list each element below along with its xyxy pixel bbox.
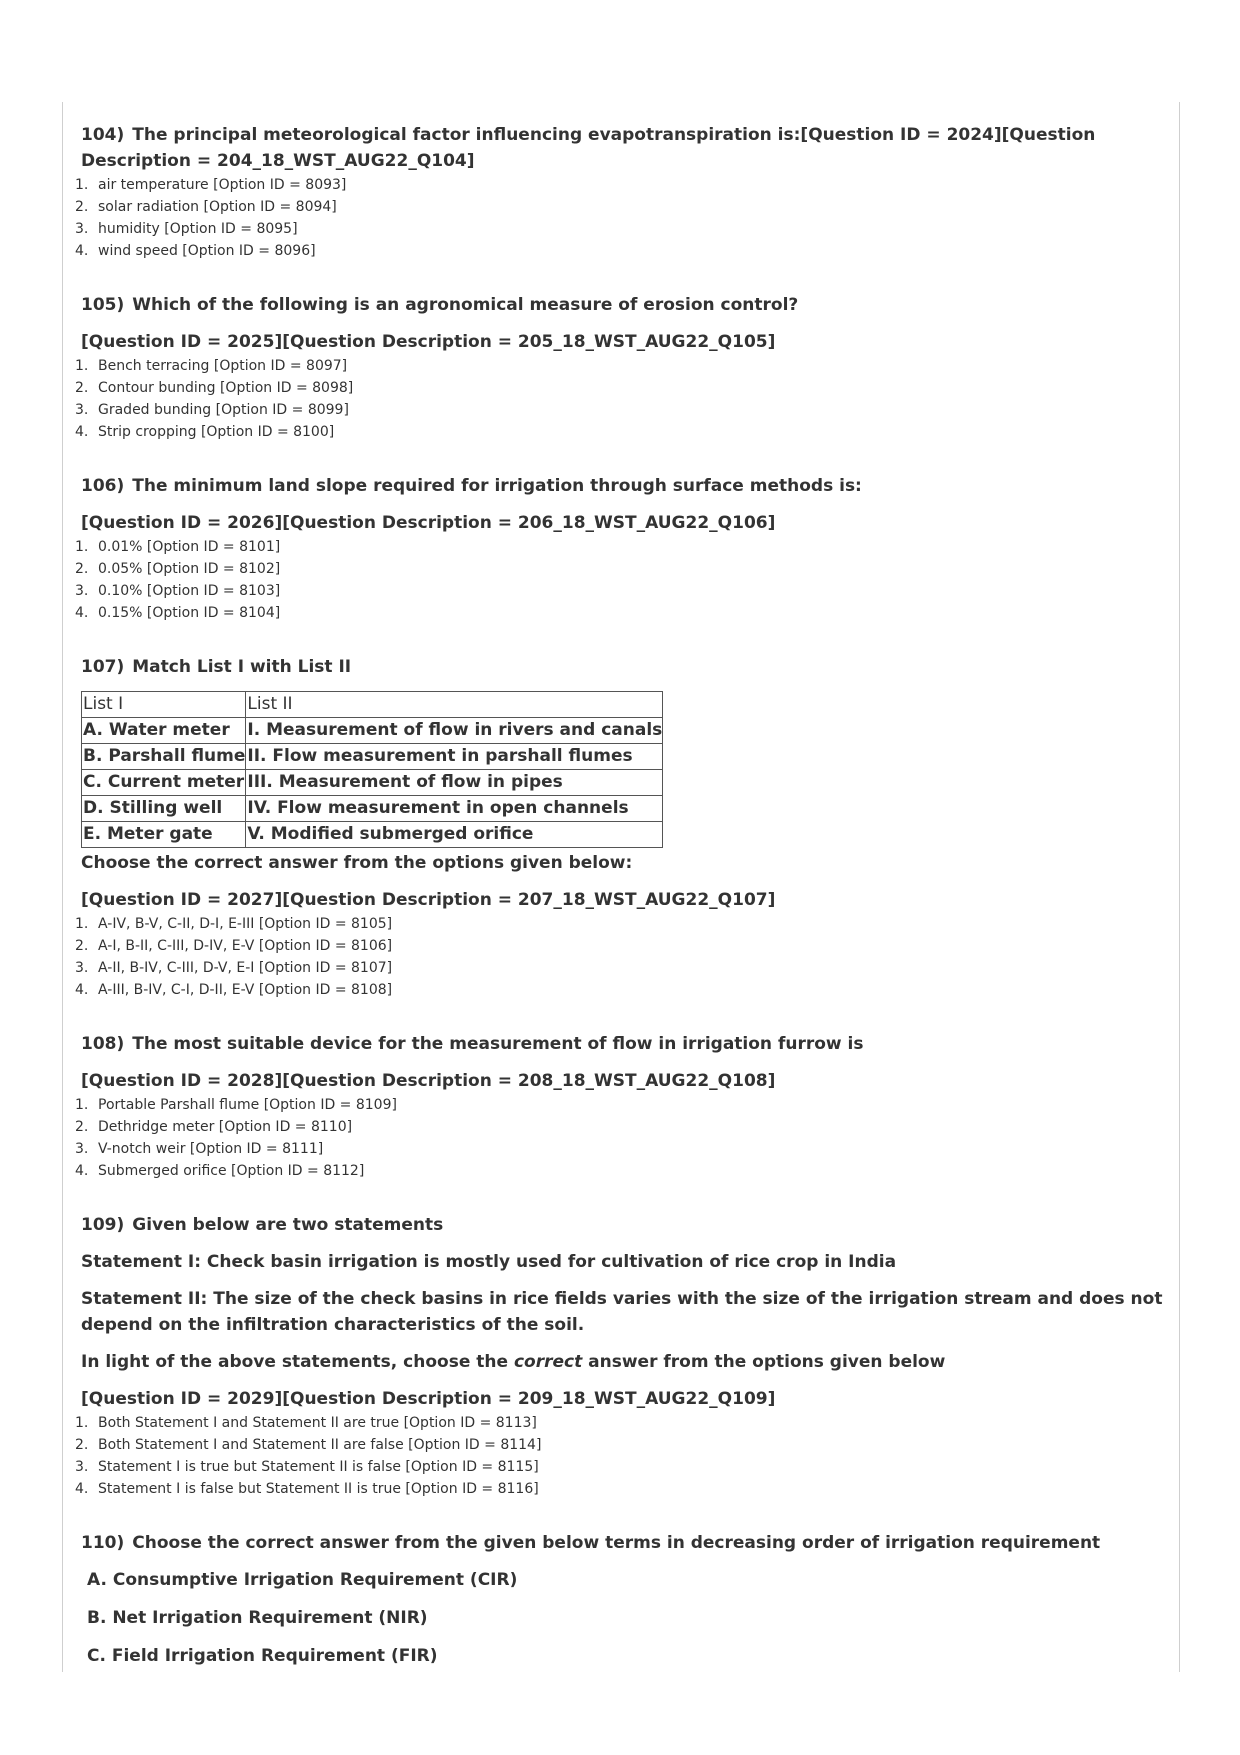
table-cell: B. Parshall flume <box>82 744 246 770</box>
table-cell: C. Current meter <box>82 770 246 796</box>
option-number: 2. <box>75 1119 89 1135</box>
option-item <box>75 1116 1171 1138</box>
table-cell: I. Measurement of flow in rivers and canals <box>246 718 663 744</box>
question-number: 107) <box>81 657 125 677</box>
question-instruction <box>81 1349 1171 1375</box>
question-109 <box>75 1212 1171 1500</box>
option-text: A-II, B-IV, C-III, D-V, E-I [Option ID = 8107] <box>98 960 393 976</box>
option-item <box>75 979 1171 1001</box>
option-item <box>75 174 1171 196</box>
option-number: 1. <box>75 539 89 555</box>
option-item <box>75 399 1171 421</box>
option-number: 3. <box>75 221 89 237</box>
option-text: Bench terracing [Option ID = 8097] <box>98 358 348 374</box>
option-text: Dethridge meter [Option ID = 8110] <box>98 1119 353 1135</box>
question-text: Choose the correct answer from the given below terms in decreasing order of irrigation requirement <box>132 1533 1101 1553</box>
question-106-text <box>81 473 1171 499</box>
option-number: 1. <box>75 358 89 374</box>
question-110-text <box>81 1530 1171 1556</box>
option-text: humidity [Option ID = 8095] <box>98 221 298 237</box>
option-number: 2. <box>75 380 89 396</box>
question-109-text <box>81 1212 1171 1238</box>
option-number: 4. <box>75 982 89 998</box>
option-text: wind speed [Option ID = 8096] <box>98 243 316 259</box>
question-106 <box>75 473 1171 624</box>
option-item <box>75 1412 1171 1434</box>
question-text: The principal meteorological factor influencing evapotranspiration is:[Question ID = 2024][Question Description = 204_18_WST_AUG22_Q104] <box>81 125 1096 171</box>
question-number: 104) <box>81 125 125 145</box>
option-number: 3. <box>75 583 89 599</box>
option-item <box>75 377 1171 399</box>
table-cell: IV. Flow measurement in open channels <box>246 796 663 822</box>
option-number: 1. <box>75 1097 89 1113</box>
question-108-text <box>81 1031 1171 1057</box>
table-row <box>82 744 663 770</box>
question-text: Given below are two statements <box>132 1215 444 1235</box>
options-list <box>75 913 1171 1001</box>
question-105-text <box>81 292 1171 318</box>
table-cell: V. Modified submerged orifice <box>246 822 663 848</box>
option-number: 3. <box>75 1459 89 1475</box>
option-number: 1. <box>75 916 89 932</box>
term-item: B. Net Irrigation Requirement (NIR) <box>87 1608 428 1628</box>
question-number: 109) <box>81 1215 125 1235</box>
option-item <box>75 196 1171 218</box>
option-text: Contour bunding [Option ID = 8098] <box>98 380 354 396</box>
question-107 <box>75 654 1171 1001</box>
option-number: 3. <box>75 960 89 976</box>
option-item <box>75 1160 1171 1182</box>
option-text: Both Statement I and Statement II are true [Option ID = 8113] <box>98 1415 537 1431</box>
option-item <box>75 536 1171 558</box>
option-number: 4. <box>75 243 89 259</box>
option-text: V-notch weir [Option ID = 8111] <box>98 1141 324 1157</box>
option-item <box>75 421 1171 443</box>
option-text: Strip cropping [Option ID = 8100] <box>98 424 335 440</box>
question-number: 110) <box>81 1533 125 1553</box>
question-number: 106) <box>81 476 125 496</box>
option-text: Both Statement I and Statement II are false [Option ID = 8114] <box>98 1437 542 1453</box>
option-item <box>75 602 1171 624</box>
match-table <box>81 691 663 848</box>
table-cell: E. Meter gate <box>82 822 246 848</box>
table-header-row <box>82 692 663 718</box>
table-cell: III. Measurement of flow in pipes <box>246 770 663 796</box>
options-list <box>75 1094 1171 1182</box>
option-item <box>75 935 1171 957</box>
term-item: C. Field Irrigation Requirement (FIR) <box>87 1646 438 1666</box>
option-text: Statement I is true but Statement II is false [Option ID = 8115] <box>98 1459 539 1475</box>
question-meta: [Question ID = 2026][Question Description = 206_18_WST_AUG22_Q106] <box>81 513 776 533</box>
option-text: Statement I is false but Statement II is true [Option ID = 8116] <box>98 1481 539 1497</box>
option-text: A-IV, B-V, C-II, D-I, E-III [Option ID = 8105] <box>98 916 393 932</box>
option-number: 4. <box>75 1481 89 1497</box>
option-text: A-I, B-II, C-III, D-IV, E-V [Option ID = 8106] <box>98 938 393 954</box>
option-number: 2. <box>75 1437 89 1453</box>
table-cell: List I <box>82 692 246 718</box>
option-item <box>75 913 1171 935</box>
question-meta: [Question ID = 2025][Question Description = 205_18_WST_AUG22_Q105] <box>81 332 776 352</box>
option-text: 0.01% [Option ID = 8101] <box>98 539 281 555</box>
option-item <box>75 558 1171 580</box>
option-item <box>75 1138 1171 1160</box>
option-text: 0.15% [Option ID = 8104] <box>98 605 281 621</box>
question-text: The most suitable device for the measurement of flow in irrigation furrow is <box>132 1034 864 1054</box>
question-meta: [Question ID = 2028][Question Description = 208_18_WST_AUG22_Q108] <box>81 1071 776 1091</box>
option-number: 1. <box>75 177 89 193</box>
option-number: 2. <box>75 199 89 215</box>
question-instruction: Choose the correct answer from the options given below: <box>81 853 633 873</box>
question-meta: [Question ID = 2029][Question Description = 209_18_WST_AUG22_Q109] <box>81 1389 776 1409</box>
table-row <box>82 770 663 796</box>
table-cell: II. Flow measurement in parshall flumes <box>246 744 663 770</box>
options-list <box>75 355 1171 443</box>
options-list <box>75 1412 1171 1500</box>
option-text: Graded bunding [Option ID = 8099] <box>98 402 349 418</box>
instruction-text: In light of the above statements, choose the <box>81 1352 514 1372</box>
option-text: A-III, B-IV, C-I, D-II, E-V [Option ID = 8108] <box>98 982 393 998</box>
option-number: 2. <box>75 561 89 577</box>
question-110 <box>81 1530 1171 1669</box>
options-list <box>75 536 1171 624</box>
question-107-text <box>81 654 1171 680</box>
page-content <box>75 122 1171 1699</box>
option-number: 1. <box>75 1415 89 1431</box>
table-cell: A. Water meter <box>82 718 246 744</box>
question-text: The minimum land slope required for irrigation through surface methods is: <box>132 476 862 496</box>
options-list <box>75 174 1171 262</box>
option-text: Submerged orifice [Option ID = 8112] <box>98 1163 365 1179</box>
question-number: 105) <box>81 295 125 315</box>
option-text: 0.10% [Option ID = 8103] <box>98 583 281 599</box>
option-text: 0.05% [Option ID = 8102] <box>98 561 281 577</box>
option-item <box>75 1478 1171 1500</box>
option-text: air temperature [Option ID = 8093] <box>98 177 347 193</box>
option-text: Portable Parshall flume [Option ID = 8109] <box>98 1097 397 1113</box>
question-104-text <box>81 122 1171 174</box>
option-item <box>75 355 1171 377</box>
option-item <box>75 240 1171 262</box>
option-item <box>75 957 1171 979</box>
table-cell: D. Stilling well <box>82 796 246 822</box>
option-item <box>75 1456 1171 1478</box>
question-text: Match List I with List II <box>132 657 352 677</box>
option-item <box>75 1094 1171 1116</box>
statement-2: Statement II: The size of the check basins in rice fields varies with the size of the irrigation stream and does not depend on the infiltration characteristics of the soil. <box>81 1289 1163 1335</box>
question-meta: [Question ID = 2027][Question Description = 207_18_WST_AUG22_Q107] <box>81 890 776 910</box>
table-row <box>82 796 663 822</box>
term-item: A. Consumptive Irrigation Requirement (CIR) <box>87 1570 518 1590</box>
option-item <box>75 218 1171 240</box>
option-text: solar radiation [Option ID = 8094] <box>98 199 337 215</box>
table-row <box>82 822 663 848</box>
instruction-text: answer from the options given below <box>582 1352 946 1372</box>
question-104 <box>75 122 1171 262</box>
question-text: Which of the following is an agronomical measure of erosion control? <box>132 295 799 315</box>
option-number: 4. <box>75 605 89 621</box>
question-105 <box>75 292 1171 443</box>
option-number: 3. <box>75 1141 89 1157</box>
table-cell: List II <box>246 692 663 718</box>
question-paper-page <box>62 102 1180 1672</box>
option-number: 3. <box>75 402 89 418</box>
option-item <box>75 1434 1171 1456</box>
instruction-emphasis: correct <box>513 1352 583 1372</box>
table-row <box>82 718 663 744</box>
option-number: 4. <box>75 1163 89 1179</box>
option-number: 2. <box>75 938 89 954</box>
option-number: 4. <box>75 424 89 440</box>
question-108 <box>75 1031 1171 1182</box>
option-item <box>75 580 1171 602</box>
question-number: 108) <box>81 1034 125 1054</box>
statement-1: Statement I: Check basin irrigation is mostly used for cultivation of rice crop in India <box>81 1252 897 1272</box>
